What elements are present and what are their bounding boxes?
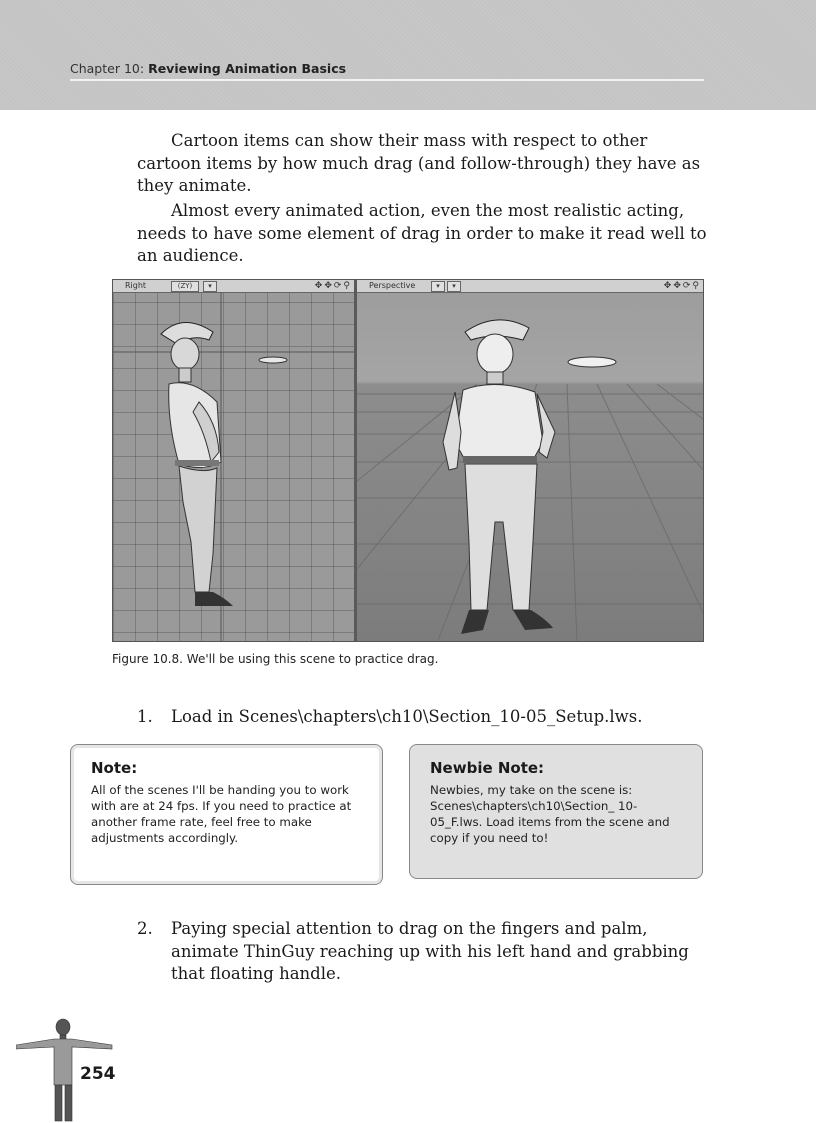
step-2 bbox=[137, 918, 712, 986]
running-head bbox=[70, 61, 346, 76]
chevron-down-icon: ▾ bbox=[447, 281, 461, 292]
step-number: 1. bbox=[137, 707, 153, 726]
viewport-label-perspective: Perspective bbox=[369, 281, 416, 290]
newbie-note-title: Newbie Note: bbox=[430, 759, 545, 777]
figure-caption: Figure 10.8. We'll be using this scene to practice drag. bbox=[112, 652, 439, 666]
side-view-character bbox=[113, 292, 354, 641]
page-number: 254 bbox=[80, 1064, 116, 1084]
figure-viewports bbox=[112, 279, 704, 642]
newbie-note-body: Newbies, my take on the scene is: Scenes\chapters\ch10\Section_ 10-05_F.lws. Load items from the scene and copy if you need to! bbox=[430, 783, 670, 845]
perspective-character bbox=[357, 292, 703, 641]
step-1 bbox=[137, 706, 712, 729]
note-title: Note: bbox=[91, 759, 138, 777]
step-text: Paying special attention to drag on the fingers and palm, animate ThinGuy reaching up with his left hand and grabbing that floating handle. bbox=[171, 919, 689, 983]
step-text: Load in Scenes\chapters\ch10\Section_10-05_Setup.lws. bbox=[171, 707, 643, 726]
paragraph-2: Almost every animated action, even the most realistic acting, needs to have some element of drag in order to make it read well to an audience. bbox=[137, 201, 707, 265]
note-box bbox=[70, 744, 383, 885]
header-rule bbox=[70, 79, 704, 81]
viewport-perspective bbox=[357, 280, 703, 641]
view-axis-dropdown: (ZY) bbox=[171, 281, 199, 292]
newbie-note-box bbox=[409, 744, 703, 879]
chapter-title: Reviewing Animation Basics bbox=[148, 61, 347, 76]
chapter-label: Chapter 10: bbox=[70, 61, 145, 76]
viewport-tools-icon: ✥✥⟳⚲ bbox=[314, 281, 352, 291]
chevron-down-icon: ▾ bbox=[431, 281, 445, 292]
paragraph-1: Cartoon items can show their mass with respect to other cartoon items by how much drag (and follow-through) they have as they animate. bbox=[137, 131, 701, 195]
step-number: 2. bbox=[137, 919, 153, 938]
page-header bbox=[0, 0, 816, 110]
viewport-tools-icon: ✥✥⟳⚲ bbox=[663, 281, 701, 291]
viewport-label-right: Right bbox=[125, 281, 147, 290]
viewport-right bbox=[113, 280, 354, 641]
chevron-down-icon: ▾ bbox=[203, 281, 217, 292]
note-body: All of the scenes I'll be handing you to work with are at 24 fps. If you need to practice at another frame rate, feel free to make adjustments accordingly. bbox=[91, 783, 352, 845]
